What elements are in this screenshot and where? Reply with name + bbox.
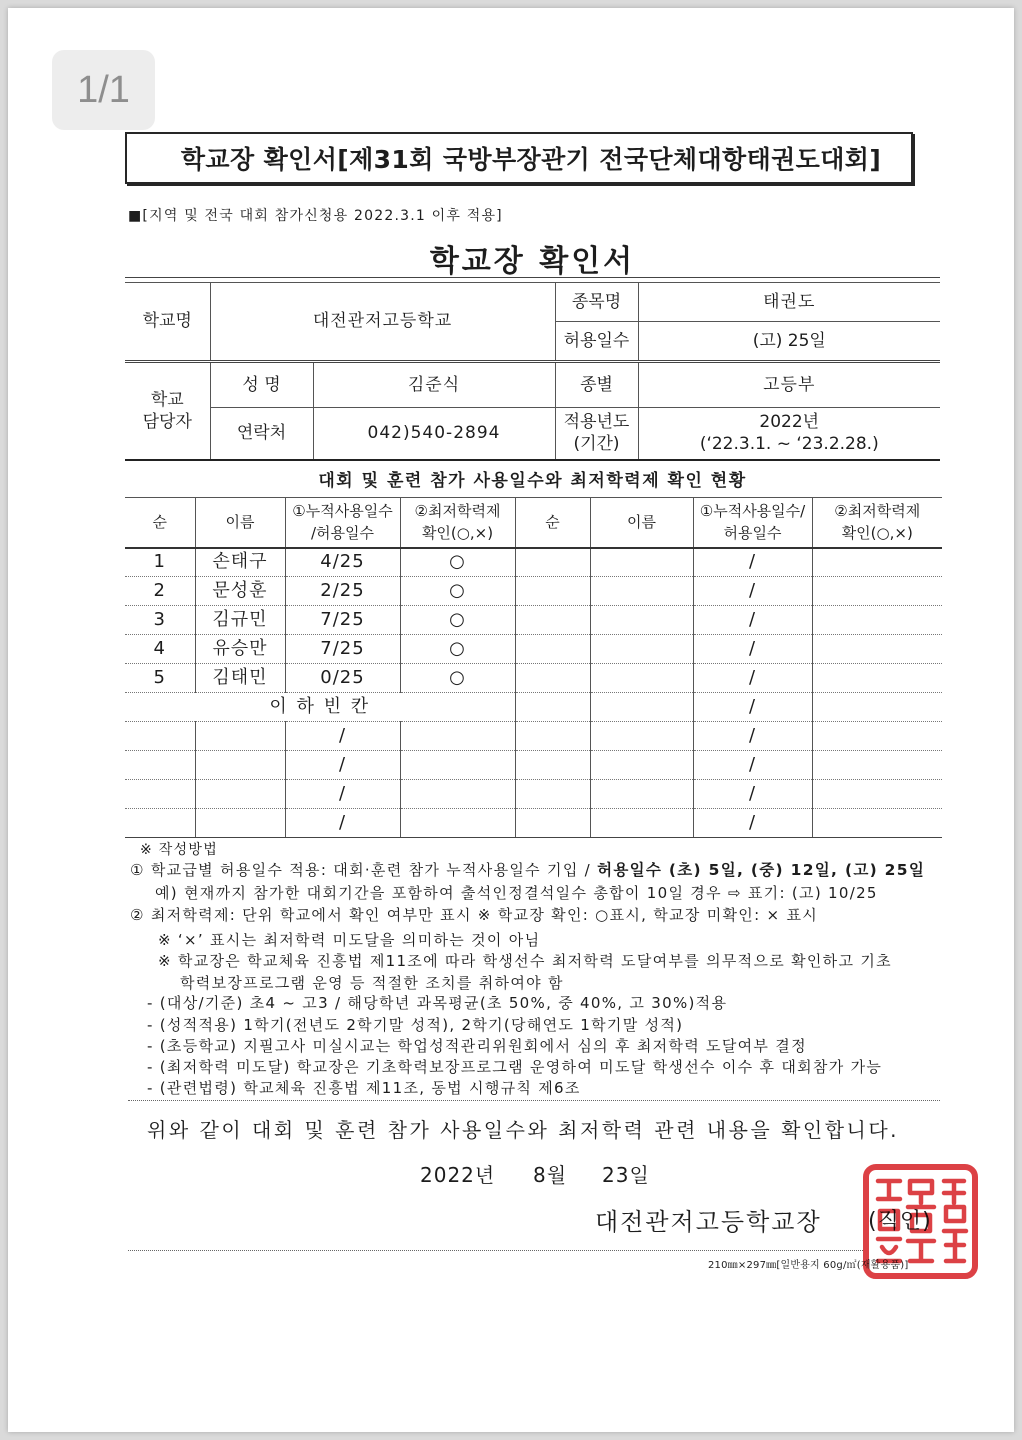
contact-person-label [125, 362, 210, 460]
participant-name-right [590, 751, 693, 780]
empty-row [125, 780, 942, 809]
participant-row [125, 635, 942, 664]
participant-number: 2 [125, 577, 195, 606]
participant-number-right [515, 809, 590, 838]
name-value: 김준식 [313, 362, 555, 408]
col-header-check-right [812, 498, 942, 548]
participant-row [125, 548, 942, 577]
note-remark-2-line1: ※ 학교장은 학교체육 진흥법 제11조에 따라 학생선수 최저학력 도달여부를 의무적으로 확인하고 기초 [158, 952, 892, 970]
participant-number: 1 [125, 548, 195, 577]
note-item-1-example: 예) 현재까지 참가한 대회기간을 포함하여 출석인정결석일수 총합이 10일 경우 ⇨ 표기: (고) 10/25 [155, 884, 878, 902]
document-title-box: 학교장 확인서[제31회 국방부장관기 전국단체대항태권도대회] [125, 132, 913, 184]
participant-academic-check [400, 780, 515, 809]
contact-person-label-line2: 담당자 [142, 411, 192, 432]
participant-days-right: / [693, 751, 812, 780]
participant-name-right [590, 548, 693, 577]
participant-name: 김태민 [195, 664, 285, 693]
date-year: 2022년 [420, 1163, 496, 1187]
participant-days-right: / [693, 780, 812, 809]
participant-days: 2/25 [285, 577, 400, 606]
participant-days: 7/25 [285, 606, 400, 635]
col-header-days-line1: ①누적사용일수 [292, 502, 393, 521]
participant-academic-check [400, 809, 515, 838]
participant-row [125, 664, 942, 693]
participant-academic-check: ○ [400, 548, 515, 577]
footer-divider [128, 1250, 863, 1251]
official-seal-stamp-icon [862, 1163, 979, 1280]
participant-number-right [515, 722, 590, 751]
participant-days: / [285, 722, 400, 751]
participant-number-right [515, 606, 590, 635]
participant-days: / [285, 751, 400, 780]
participant-days-right: / [693, 693, 812, 722]
participant-number [125, 780, 195, 809]
division-label: 종별 [555, 362, 638, 408]
participant-name [195, 722, 285, 751]
col-header-check-line2: 확인(○,×) [421, 524, 494, 543]
col-header-check-right-line1: ②최저학력제 [834, 502, 921, 521]
notes-title: ※ 작성방법 [140, 842, 219, 858]
participant-name-right [590, 693, 693, 722]
col-header-days-line2: /허용일수 [310, 524, 374, 543]
participant-academic-check: ○ [400, 606, 515, 635]
note-item-1-text: ① 학교급별 허용일수 적용: 대회·훈련 참가 누적사용일수 기입 / [130, 861, 598, 879]
notes-divider [128, 1100, 940, 1101]
col-header-days-right-line1: ①누적사용일수/ [699, 502, 806, 521]
name-label: 성 명 [210, 362, 313, 408]
col-header-no: 순 [125, 498, 195, 548]
note-item-2: ② 최저학력제: 단위 학교에서 확인 여부만 표시 ※ 학교장 확인: ○표시, 학교장 미확인: × 표시 [130, 906, 819, 924]
participant-name-right [590, 606, 693, 635]
participant-name: 손태구 [195, 548, 285, 577]
participant-name: 김규민 [195, 606, 285, 635]
participant-academic-check-right [812, 664, 942, 693]
period-value [638, 408, 940, 460]
school-label: 학교명 [125, 283, 210, 362]
note-remark-2-line2: 학력보장프로그램 운영 등 적절한 조치를 취하여야 함 [180, 974, 564, 992]
info-row-contact-phone [125, 408, 940, 460]
participant-row [125, 577, 942, 606]
col-header-check [400, 498, 515, 548]
empty-row [125, 722, 942, 751]
event-value: 태권도 [638, 283, 940, 322]
participant-number [125, 722, 195, 751]
participant-name: 유승만 [195, 635, 285, 664]
period-value-line1: 2022년 [759, 412, 820, 433]
participant-number-right [515, 635, 590, 664]
participant-academic-check-right [812, 809, 942, 838]
participant-days-right: / [693, 664, 812, 693]
participant-name [195, 751, 285, 780]
participant-name-right [590, 635, 693, 664]
participant-number [125, 809, 195, 838]
allowed-days-value: (고) 25일 [638, 322, 940, 362]
participant-number: 5 [125, 664, 195, 693]
col-header-check-right-line2: 확인(○,×) [841, 524, 913, 543]
info-row-event [125, 283, 940, 322]
division-value: 고등부 [638, 362, 940, 408]
participant-number: 3 [125, 606, 195, 635]
participant-days-right: / [693, 606, 812, 635]
period-value-line2: (‘22.3.1. ~ ‘23.2.28.) [699, 434, 879, 455]
contact-person-label-line1: 학교 [150, 389, 184, 410]
participant-academic-check-right [812, 577, 942, 606]
blank-marker: 이 하 빈 칸 [125, 693, 515, 722]
participant-academic-check-right [812, 548, 942, 577]
participant-number-right [515, 577, 590, 606]
participant-number-right [515, 664, 590, 693]
col-header-check-line1: ②최저학력제 [414, 502, 501, 521]
period-label-line2: (기간) [573, 434, 620, 455]
col-header-name: 이름 [195, 498, 285, 548]
usage-note: ■[지역 및 전국 대회 참가신청용 2022.3.1 이후 적용] [128, 208, 503, 224]
school-info-table [125, 282, 940, 461]
status-heading: 대회 및 훈련 참가 사용일수와 최저학력제 확인 현황 [318, 471, 747, 491]
participant-name: 문성훈 [195, 577, 285, 606]
participant-academic-check-right [812, 606, 942, 635]
participant-days-right: / [693, 722, 812, 751]
participant-academic-check-right [812, 780, 942, 809]
empty-row [125, 751, 942, 780]
allowed-days-label: 허용일수 [555, 322, 638, 362]
participant-row [125, 606, 942, 635]
participant-academic-check-right [812, 635, 942, 664]
note-bullet: - (성적적용) 1학기(전년도 2학기말 성적), 2학기(당해연도 1학기말 성적) [147, 1016, 684, 1034]
empty-row [125, 809, 942, 838]
note-item-1 [130, 861, 925, 879]
school-value: 대전관저고등학교 [210, 283, 555, 362]
participant-academic-check [400, 751, 515, 780]
participant-days-right: / [693, 577, 812, 606]
participant-name-right [590, 780, 693, 809]
phone-label: 연락처 [210, 408, 313, 460]
participation-status-table [125, 497, 942, 838]
participant-number [125, 751, 195, 780]
col-header-days-right-line2: 허용일수 [723, 524, 782, 543]
col-header-no-right: 순 [515, 498, 590, 548]
col-header-days [285, 498, 400, 548]
participant-academic-check-right [812, 722, 942, 751]
signer-name: 대전관저고등학교장 [595, 1208, 822, 1236]
participant-days: / [285, 809, 400, 838]
col-header-days-right [693, 498, 812, 548]
heading-divider [125, 277, 940, 278]
date-month: 8월 [533, 1163, 568, 1187]
participant-name [195, 809, 285, 838]
participant-academic-check-right [812, 751, 942, 780]
col-header-name-right: 이름 [590, 498, 693, 548]
participant-days: 4/25 [285, 548, 400, 577]
participant-number-right [515, 693, 590, 722]
note-bullet: - (최저학력 미도달) 학교장은 기초학력보장프로그램 운영하여 미도달 학생선수 이수 후 대회참가 가능 [147, 1058, 883, 1076]
note-item-1-emphasis: 허용일수 (초) 5일, (중) 12일, (고) 25일 [597, 861, 926, 879]
info-row-contact-name [125, 362, 940, 408]
participant-number: 4 [125, 635, 195, 664]
participant-number-right [515, 548, 590, 577]
participant-academic-check: ○ [400, 577, 515, 606]
period-label-line1: 적용년도 [563, 412, 630, 433]
phone-value: 042)540-2894 [313, 408, 555, 460]
participant-name-right [590, 722, 693, 751]
seal-label: (직인) [868, 1209, 932, 1234]
note-remark-1: ※ ‘×’ 표시는 최저학력 미도달을 의미하는 것이 아님 [158, 931, 541, 949]
page-indicator: 1/1 [52, 50, 155, 130]
period-label [555, 408, 638, 460]
participant-days: / [285, 780, 400, 809]
event-label: 종목명 [555, 283, 638, 322]
paper-spec: 210㎜×297㎜[일반용지 60g/㎡(재활용품)] [708, 1260, 909, 1271]
participant-academic-check [400, 722, 515, 751]
participant-name-right [590, 664, 693, 693]
participant-academic-check: ○ [400, 635, 515, 664]
confirmation-statement: 위와 같이 대회 및 훈련 참가 사용일수와 최저학력 관련 내용을 확인합니다. [147, 1118, 900, 1142]
form-heading: 학교장 확인서 [429, 244, 636, 279]
note-bullet: - (대상/기준) 초4 ~ 고3 / 해당학년 과목평균(초 50%, 중 40%, 고 30%)적용 [147, 994, 728, 1012]
participant-days-right: / [693, 809, 812, 838]
participant-days-right: / [693, 548, 812, 577]
participant-number-right [515, 780, 590, 809]
participant-name [195, 780, 285, 809]
participant-days: 0/25 [285, 664, 400, 693]
blank-marker-row [125, 693, 942, 722]
date-day: 23일 [602, 1163, 650, 1187]
note-bullet: - (초등학교) 지필고사 미실시교는 학업성적관리위원회에서 심의 후 최저학력 도달여부 결정 [147, 1037, 807, 1055]
note-bullet: - (관련법령) 학교체육 진흥법 제11조, 동법 시행규칙 제6조 [147, 1079, 581, 1097]
participant-name-right [590, 809, 693, 838]
participant-academic-check: ○ [400, 664, 515, 693]
participant-days: 7/25 [285, 635, 400, 664]
participant-name-right [590, 577, 693, 606]
status-header-row [125, 498, 942, 548]
participant-days-right: / [693, 635, 812, 664]
participant-number-right [515, 751, 590, 780]
participant-academic-check-right [812, 693, 942, 722]
